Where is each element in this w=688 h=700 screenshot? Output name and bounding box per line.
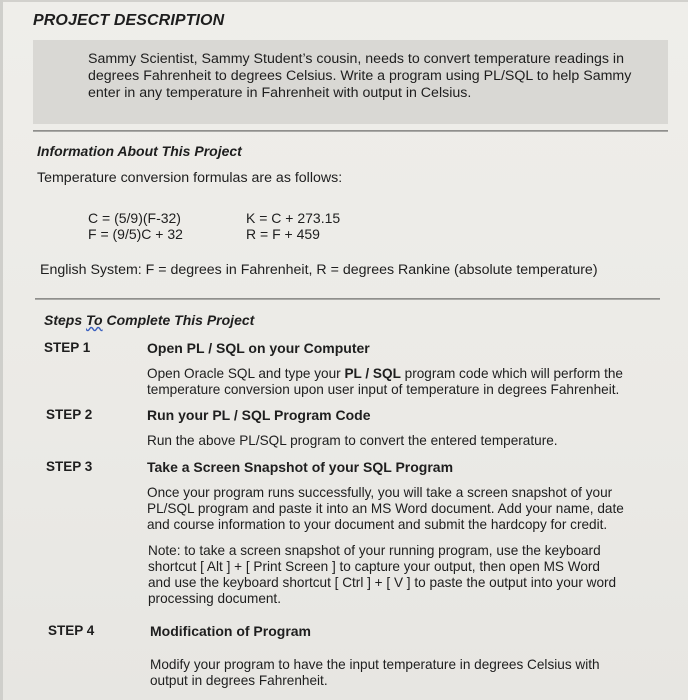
step-3-body-line: processing document. <box>148 591 281 606</box>
formula-fahrenheit: F = (9/5)C + 32 <box>88 226 183 242</box>
step-3-body-line: shortcut [ Alt ] + [ Print Screen ] to capture your output, then open MS Word <box>148 559 600 574</box>
section-divider <box>33 130 668 132</box>
steps-heading-part: Complete This Project <box>102 312 255 328</box>
step-3-body-line: and use the keyboard shortcut [ Ctrl ] + [ V ] to paste the output into your word <box>148 575 617 590</box>
description-line: enter in any temperature in Fahrenheit with output in Celsius. <box>88 85 472 101</box>
body-text: program code which will perform the <box>400 366 623 381</box>
step-2-body-line: Run the above PL/SQL program to convert the entered temperature. <box>147 433 558 448</box>
step-2-body <box>147 433 657 449</box>
step-2-label: STEP 2 <box>46 407 93 422</box>
formula-rankine: R = F + 459 <box>246 226 320 242</box>
step-4-body-line: output in degrees Fahrenheit. <box>150 673 328 688</box>
page-left-edge <box>0 0 3 700</box>
step-2-title: Run your PL / SQL Program Code <box>147 407 371 423</box>
formula-celsius: C = (5/9)(F-32) <box>88 210 181 226</box>
body-text: Open Oracle SQL and type your <box>147 366 345 381</box>
step-1-body-line <box>147 366 657 382</box>
info-heading: Information About This Project <box>37 143 242 159</box>
step-3-body-line: and course information to your document and submit the hardcopy for credit. <box>147 517 608 532</box>
page-top-edge <box>0 0 688 2</box>
section-divider <box>35 298 660 300</box>
step-3-body-line: Note: to take a screen snapshot of your running program, use the keyboard <box>148 543 601 558</box>
formulas-intro: Temperature conversion formulas are as follows: <box>37 170 343 186</box>
step-1-title: Open PL / SQL on your Computer <box>147 340 370 356</box>
step-4-label: STEP 4 <box>48 623 95 638</box>
page-title: PROJECT DESCRIPTION <box>33 12 225 29</box>
step-3-body-paragraph-2 <box>148 543 658 607</box>
step-4-title: Modification of Program <box>150 623 311 639</box>
step-3-title: Take a Screen Snapshot of your SQL Program <box>147 459 454 475</box>
step-4-body-line: Modify your program to have the input temperature in degrees Celsius with <box>150 657 600 672</box>
description-box <box>33 40 668 124</box>
step-1-label: STEP 1 <box>44 340 91 355</box>
step-3-label: STEP 3 <box>46 459 93 474</box>
step-4-body <box>150 657 660 689</box>
step-1-body <box>147 366 657 398</box>
formula-kelvin: K = C + 273.15 <box>246 210 341 226</box>
step-3-body-line: PL/SQL program and paste it into an MS Word document. Add your name, date <box>147 501 624 516</box>
step-1-body-line: temperature conversion upon user input of temperature in degrees Fahrenheit. <box>147 382 620 397</box>
description-text <box>88 51 648 102</box>
steps-heading <box>44 312 254 328</box>
body-bold: PL / SQL <box>344 366 401 381</box>
steps-heading-part: Steps <box>44 312 87 328</box>
step-3-body-paragraph-1 <box>147 485 657 533</box>
description-line: Sammy Scientist, Sammy Student’s cousin, needs to convert temperature readings in <box>88 51 624 67</box>
steps-heading-to: To <box>86 312 103 328</box>
english-system-text: English System: F = degrees in Fahrenheit, R = degrees Rankine (absolute temperature) <box>40 262 598 278</box>
description-line: degrees Fahrenheit to degrees Celsius. Write a program using PL/SQL to help Sammy <box>88 68 632 84</box>
step-3-body-line: Once your program runs successfully, you will take a screen snapshot of your <box>147 485 613 500</box>
